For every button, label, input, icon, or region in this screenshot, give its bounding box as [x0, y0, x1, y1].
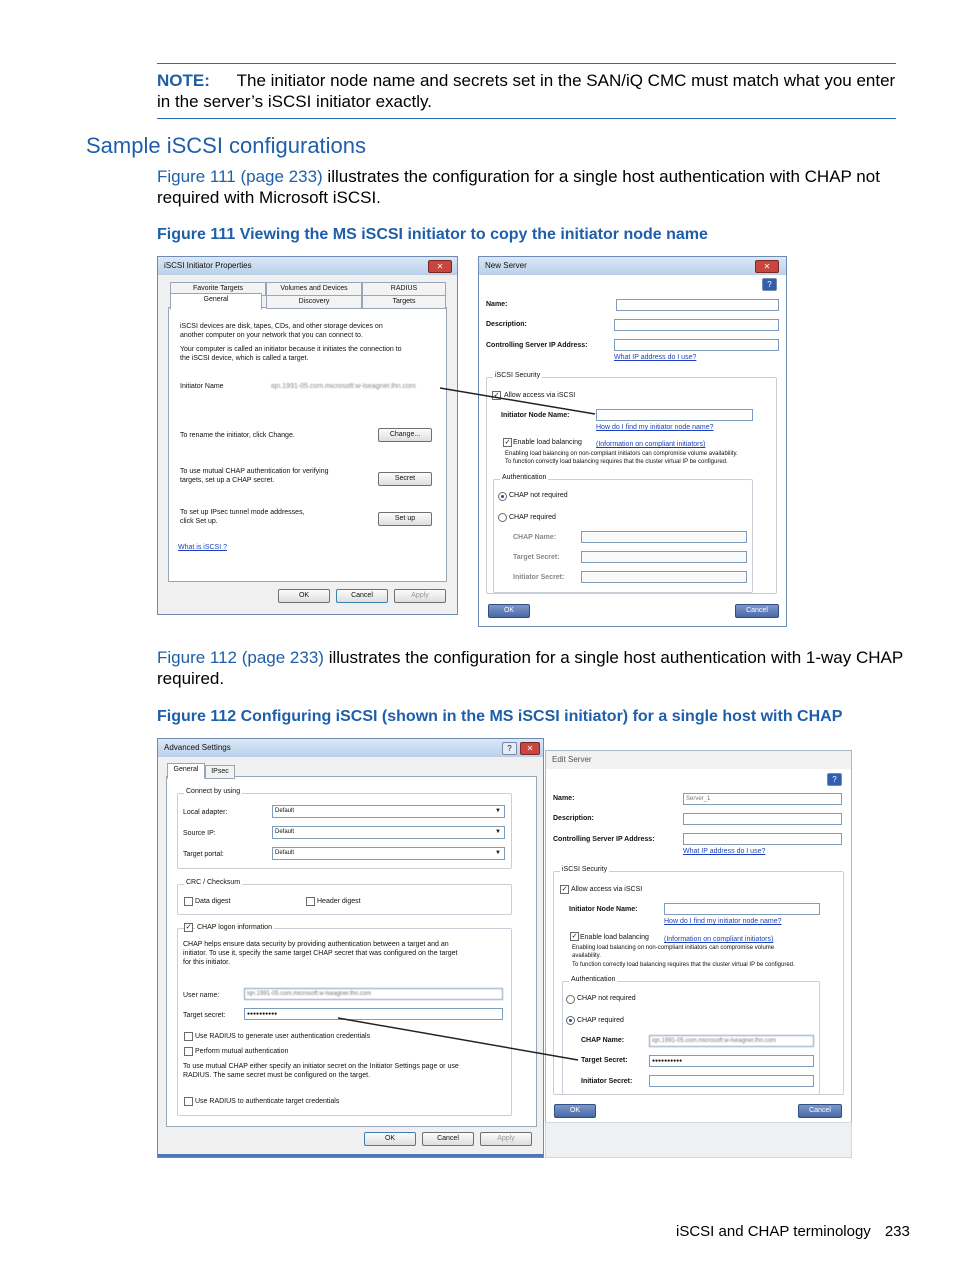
chap-not-required-label: CHAP not required	[509, 492, 568, 499]
secret-button[interactable]: Secret	[378, 472, 432, 486]
figure-112-caption: Figure 112 Configuring iSCSI (shown in the MS iSCSI initiator) for a single host with CHAP	[157, 708, 843, 725]
note-line2: in the server’s iSCSI initiator exactly.	[157, 92, 432, 111]
tab-targets[interactable]: Targets	[362, 295, 446, 309]
ok-button[interactable]: OK	[364, 1132, 416, 1146]
allow-access-label: Allow access via iSCSI	[504, 392, 576, 399]
window-title: iSCSI Initiator Properties	[164, 261, 252, 270]
header-digest-label: Header digest	[317, 898, 361, 905]
desc-text: Your computer is called an initiator because it initiates the connection to	[180, 346, 402, 353]
ip-address-link[interactable]: What IP address do I use?	[683, 848, 766, 855]
authentication-legend: Authentication	[571, 976, 616, 983]
allow-access-checkbox[interactable]: ✓	[493, 392, 500, 399]
figure-111-caption: Figure 111 Viewing the MS iSCSI initiator to copy the initiator node name	[157, 226, 708, 243]
select-value: Default	[275, 850, 295, 856]
description-label: Description:	[486, 321, 527, 328]
footer-section: iSCSI and CHAP terminology	[676, 1223, 871, 1240]
cancel-button[interactable]: Cancel	[735, 604, 779, 618]
rename-text: To rename the initiator, click Change.	[180, 432, 295, 439]
paragraph-1-text: illustrates the configuration for a single host authentication with CHAP not	[322, 167, 880, 186]
find-node-name-link[interactable]: How do I find my initiator node name?	[664, 918, 782, 925]
chap-name-label: CHAP Name:	[581, 1037, 625, 1044]
use-radius-label: Use RADIUS to generate user authentication credentials	[195, 1033, 371, 1040]
allow-access-checkbox[interactable]: ✓	[561, 886, 568, 893]
what-is-iscsi-link[interactable]: What is iSCSI ?	[178, 544, 228, 551]
initiator-node-name-label: Initiator Node Name:	[501, 412, 570, 419]
tab-volumes-devices[interactable]: Volumes and Devices	[266, 282, 362, 296]
chap-name-label: CHAP Name:	[513, 534, 557, 541]
paragraph-2-text: illustrates the configuration for a single host authentication with 1-way CHAP	[323, 648, 904, 667]
lb-note: Enabling load balancing on non-compliant initiators can compromise volume availability.	[505, 451, 738, 457]
cancel-button[interactable]: Cancel	[798, 1104, 842, 1118]
note-line1: The initiator node name and secrets set in the SAN/iQ CMC must match what you enter	[236, 71, 896, 90]
compliant-initiators-link[interactable]: (Information on compliant initiators)	[664, 936, 774, 943]
chevron-down-icon: ▼	[495, 808, 501, 814]
lb-note: To function correctly load balancing requires that the cluster virtual IP be configured.	[572, 962, 795, 968]
name-input[interactable]: Server_1	[683, 793, 842, 805]
chap-required-label: CHAP required	[577, 1017, 624, 1024]
tab-ipsec[interactable]: IPsec	[205, 765, 235, 779]
ip-address-link[interactable]: What IP address do I use?	[614, 354, 697, 361]
target-portal-label: Target portal:	[183, 851, 224, 858]
connector-line	[338, 1018, 578, 1060]
desc-text: another computer on your network that you can connect to.	[180, 332, 363, 339]
tab-radius[interactable]: RADIUS	[362, 282, 446, 296]
iscsi-security-legend: iSCSI Security	[562, 866, 608, 873]
compliant-initiators-link[interactable]: (Information on compliant initiators)	[596, 441, 706, 448]
chap-text: targets, set up a CHAP secret.	[180, 477, 275, 484]
cancel-button[interactable]: Cancel	[422, 1132, 474, 1146]
section-heading: Sample iSCSI configurations	[86, 133, 367, 158]
ok-button[interactable]: OK	[488, 604, 530, 618]
target-secret-label: Target Secret:	[581, 1057, 628, 1064]
mutual-desc: To use mutual CHAP either specify an initiator secret on the Initiator Settings page or use	[183, 1063, 459, 1070]
setup-button[interactable]: Set up	[378, 512, 432, 526]
change-button[interactable]: Change...	[378, 428, 432, 442]
apply-button[interactable]: Apply	[480, 1132, 532, 1146]
lb-note: To function correctly load balancing requires that the cluster virtual IP be configured.	[505, 459, 728, 465]
paragraph-2-line2: required.	[157, 669, 225, 688]
tab-discovery[interactable]: Discovery	[266, 295, 362, 309]
description-label: Description:	[553, 815, 594, 822]
load-balancing-checkbox[interactable]: ✓	[571, 933, 578, 940]
load-balancing-checkbox[interactable]: ✓	[504, 439, 511, 446]
mutual-auth-label: Perform mutual authentication	[195, 1048, 289, 1055]
desc-text: iSCSI devices are disk, tapes, CDs, and other storage devices on	[180, 323, 383, 330]
connect-legend: Connect by using	[186, 788, 241, 795]
footer	[676, 1223, 910, 1240]
cancel-button[interactable]: Cancel	[336, 589, 388, 603]
apply-button[interactable]: Apply	[394, 589, 446, 603]
close-icon[interactable]: ✕	[428, 260, 452, 273]
initiator-node-name-label: Initiator Node Name:	[569, 906, 638, 913]
radius-auth-label: Use RADIUS to authenticate target credentials	[195, 1098, 340, 1105]
load-balancing-label: Enable load balancing	[513, 439, 582, 446]
chevron-down-icon: ▼	[495, 850, 501, 856]
controlling-server-label: Controlling Server IP Address:	[486, 342, 588, 349]
chap-not-required-label: CHAP not required	[577, 995, 636, 1002]
target-secret-input[interactable]: ●●●●●●●●●●	[244, 1008, 503, 1020]
chap-name-input[interactable]: iqn.1991-05.com.microsoft:w-lseagner.lhn.com	[649, 1035, 814, 1047]
initiator-secret-label: Initiator Secret:	[513, 574, 565, 581]
ipsec-text: click Set up.	[180, 518, 218, 525]
select-value: Default	[275, 808, 295, 814]
find-node-name-link[interactable]: How do I find my initiator node name?	[596, 424, 714, 431]
crc-legend: CRC / Checksum	[186, 879, 241, 886]
mutual-desc: RADIUS. The same secret must be configured on the target.	[183, 1072, 371, 1079]
close-icon[interactable]: ✕	[520, 742, 540, 755]
ok-button[interactable]: OK	[278, 589, 330, 603]
initiator-name-label: Initiator Name	[180, 383, 224, 390]
lb-note: availability.	[572, 953, 601, 959]
iscsi-security-legend: iSCSI Security	[495, 372, 541, 379]
target-secret-label: Target secret:	[183, 1012, 226, 1019]
close-icon[interactable]: ✕	[755, 260, 779, 273]
target-secret-label: Target Secret:	[513, 554, 560, 561]
name-label: Name:	[486, 301, 508, 308]
window-title: New Server	[485, 261, 527, 270]
chap-desc: CHAP helps ensure data security by providing authentication between a target and an	[183, 941, 449, 948]
chevron-down-icon: ▼	[495, 829, 501, 835]
help-icon[interactable]: ?	[827, 773, 842, 786]
note-label: NOTE:	[157, 71, 210, 90]
figure-111-link[interactable]: Figure 111 (page 233)	[157, 167, 323, 186]
page-number: 233	[884, 1223, 910, 1240]
ipsec-text: To set up IPsec tunnel mode addresses,	[180, 509, 305, 516]
name-label: Name:	[553, 795, 575, 802]
help-icon[interactable]: ?	[762, 278, 777, 291]
chap-required-label: CHAP required	[509, 514, 556, 521]
select-value: Default	[275, 829, 295, 835]
initiator-name-value: iqn.1991-05.com.microsoft:w-lseagner.lhn.com	[271, 383, 416, 390]
chap-desc: for this initiator.	[183, 959, 231, 966]
paragraph-1-line2: required with Microsoft iSCSI.	[157, 188, 381, 207]
allow-access-label: Allow access via iSCSI	[571, 886, 643, 893]
chap-logon-label: CHAP logon information	[197, 924, 272, 931]
load-balancing-label: Enable load balancing	[580, 934, 649, 941]
tab-general[interactable]: General	[167, 763, 205, 779]
tab-general[interactable]: General	[170, 293, 262, 310]
tab-favorite-targets[interactable]: Favorite Targets	[170, 282, 266, 296]
chap-text: To use mutual CHAP authentication for verifying	[180, 468, 329, 475]
window-title: Edit Server	[552, 755, 592, 764]
help-icon[interactable]: ?	[502, 742, 517, 755]
initiator-secret-label: Initiator Secret:	[581, 1078, 633, 1085]
data-digest-label: Data digest	[195, 898, 231, 905]
user-name-input[interactable]: iqn.1991-05.com.microsoft:w-lseagner.lhn.com	[244, 988, 503, 1000]
local-adapter-label: Local adapter:	[183, 809, 228, 816]
ok-button[interactable]: OK	[554, 1104, 596, 1118]
user-name-label: User name:	[183, 992, 220, 999]
window-title: Advanced Settings	[164, 743, 231, 752]
source-ip-label: Source IP:	[183, 830, 216, 837]
figure-112-link[interactable]: Figure 112 (page 233)	[157, 648, 324, 667]
authentication-legend: Authentication	[502, 474, 547, 481]
lb-note: Enabling load balancing on non-compliant initiators can compromise volume	[572, 945, 775, 951]
chap-desc: initiator. To use it, specify the same target CHAP secret that was configured on the target	[183, 950, 458, 957]
chap-logon-checkbox[interactable]: ✓	[185, 924, 192, 931]
desc-text: the iSCSI device, which is called a target.	[180, 355, 309, 362]
target-secret-input[interactable]: ●●●●●●●●●●	[649, 1055, 814, 1067]
controlling-server-label: Controlling Server IP Address:	[553, 836, 655, 843]
